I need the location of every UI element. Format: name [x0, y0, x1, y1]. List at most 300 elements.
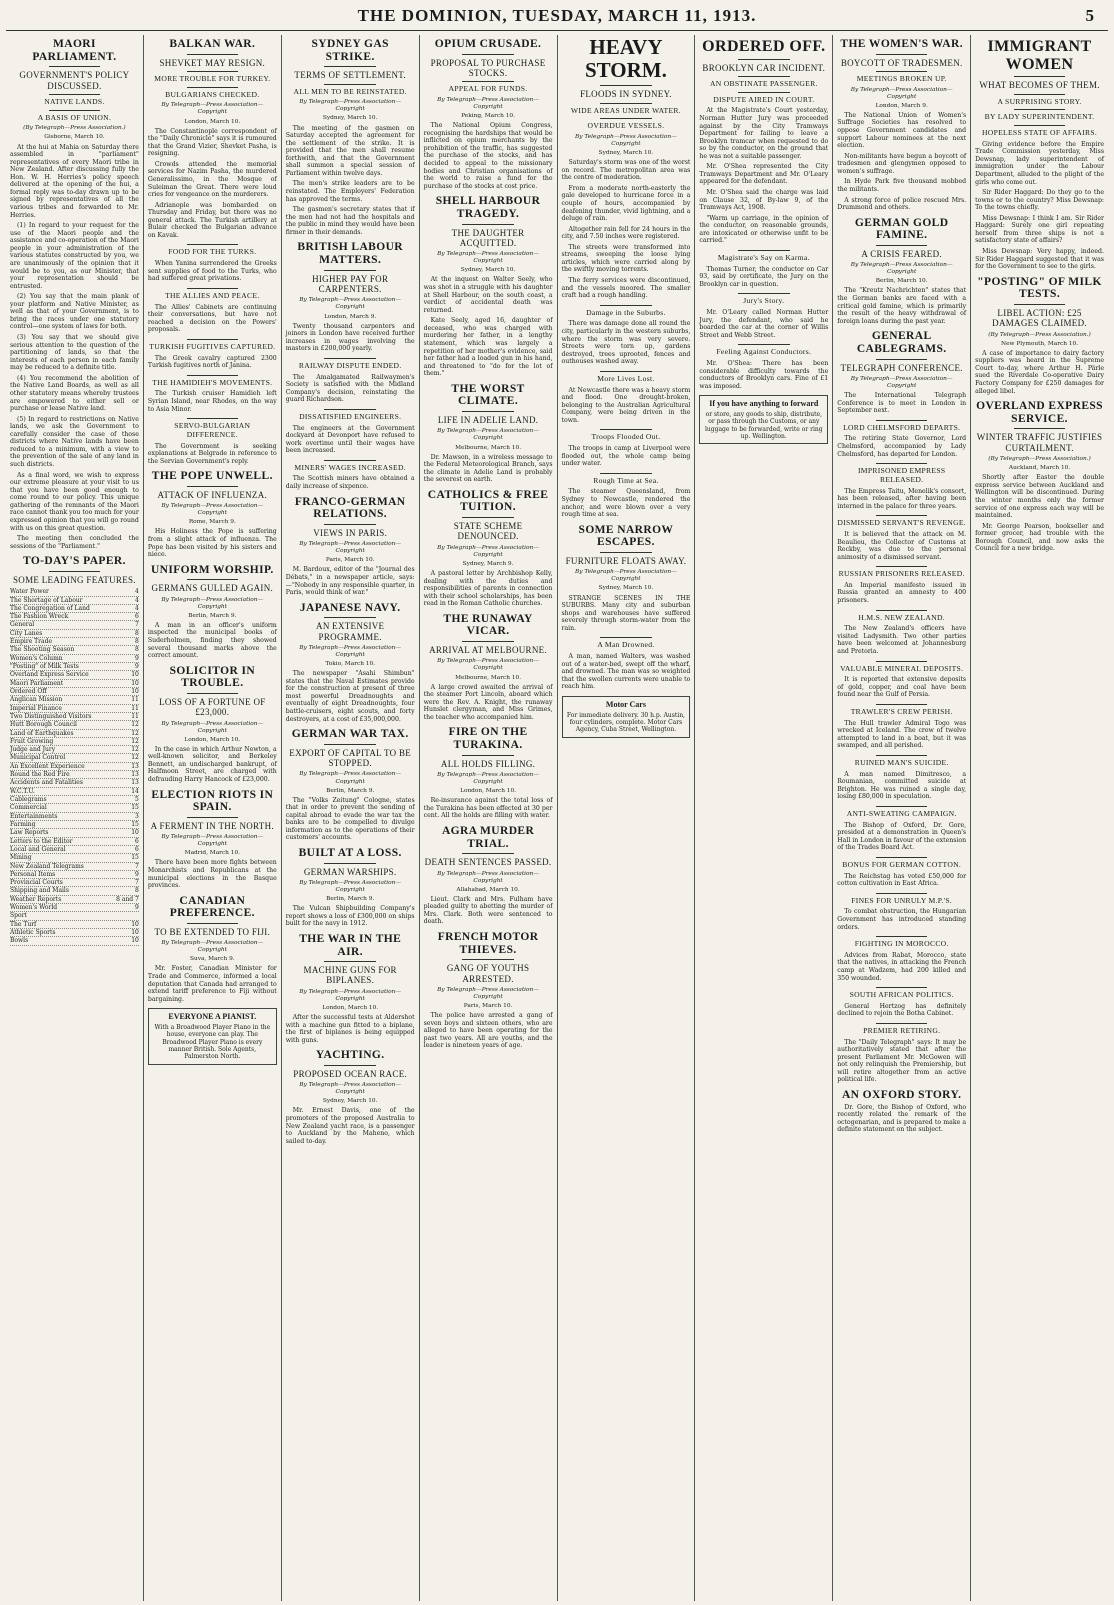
article-headline: AN OXFORD STORY. [841, 1089, 962, 1102]
article [286, 1049, 415, 1145]
contents-entry [10, 730, 139, 738]
article-body [424, 797, 553, 820]
contents-label: Two Distinguished Visitors [10, 712, 92, 720]
article-headline: CANADIAN PREFERENCE. [169, 894, 255, 920]
article-paragraph: At Newcastle there was a heavy storm and flood. One drought-broken, belonging to the Australian Agricultural Company, were being driven in the town. [561, 386, 691, 424]
article [148, 789, 277, 890]
headline-divider [324, 744, 376, 745]
article-dateline: London, March 10. [322, 1004, 379, 1011]
article-body [148, 355, 277, 370]
headline-divider [876, 806, 928, 807]
headline-divider [876, 71, 928, 72]
article [562, 305, 691, 366]
article-body [148, 746, 277, 784]
article [286, 847, 415, 928]
article-subheading: MORE TROUBLE FOR TURKEY. [154, 73, 271, 83]
article-headline: ORDERED OFF. [702, 38, 826, 55]
article-subheading: GANG OF YOUTHS ARRESTED. [446, 963, 530, 984]
article-paragraph: STRANGE SCENES IN THE SUBURBS. Many city and suburban shops and warehouses have suffered severely through storm-water from the rain. [561, 594, 691, 632]
article-byline: By Telegraph—Press Association—Copyright [161, 503, 264, 517]
article-body [286, 797, 415, 842]
headline-divider [600, 85, 652, 86]
article-paragraph: Mr. O'Shea represented the City Tramways Department and Mr. O'Leary appeared for the defendant. [699, 163, 829, 186]
article-headline: JAPANESE NAVY. [299, 601, 401, 614]
article-byline: By Telegraph—Press Association—Copyright [437, 428, 540, 442]
article [286, 933, 415, 1044]
contents-label: Ordered Off [10, 687, 47, 695]
column-1 [6, 35, 144, 1601]
article-paragraph: Shortly after Easter the double express service between Auckland and Wellington will be discontinued. During the winter months only the former service of one express each way will be maintained. [975, 474, 1104, 520]
article-paragraph: The retiring State Governor, Lord Chelmsford, accompanied by Lady Chelmsford, has departed for London. [837, 435, 967, 458]
contents-page: 15 [131, 804, 139, 812]
article [837, 463, 966, 510]
article-body [148, 622, 277, 660]
article-headline: AGRA MURDER TRIAL. [441, 824, 535, 850]
article-body [837, 822, 966, 852]
article-subheading: PROPOSAL TO PURCHASE STOCKS. [430, 57, 546, 78]
article [148, 38, 277, 239]
headline-divider [738, 293, 790, 294]
article-paragraph: Non-militants have begun a boycott of tradesmen and glengymen opposed to women's suffrage. [837, 152, 967, 175]
article-body [286, 905, 415, 928]
article-paragraph: The Government is seeking explanations at Belgrade in reference to the Servian Government's reply. [147, 442, 277, 465]
article-subheading: BY LADY SUPERINTENDENT. [984, 112, 1095, 122]
headline-divider [187, 54, 239, 55]
contents-label: An Excellent Experience [10, 762, 85, 770]
article-paragraph: The ferry services were discontinued, and the vessels moored. The smaller craft had a rough handling. [561, 277, 691, 300]
headline-divider [1014, 76, 1066, 77]
article-body [837, 771, 966, 801]
contents-page: 15 [131, 854, 139, 862]
headline-divider [187, 339, 239, 340]
page-number: 5 [1085, 6, 1094, 25]
contents-page: 8 [135, 629, 139, 637]
contents-entry [10, 705, 139, 713]
contents-page: 5 [135, 796, 139, 804]
contents-label: Sport [10, 912, 27, 920]
headline-divider [876, 755, 928, 756]
article-dateline: Melbourne, March 10. [455, 674, 522, 681]
article-byline: By Telegraph—Press Association—Copyright [437, 251, 540, 265]
contents-page: 10 [131, 929, 139, 937]
article-headline: OPIUM CRUSADE. [434, 38, 542, 50]
article-byline: By Telegraph—Press Association—Copyright [437, 97, 540, 111]
advertisement [148, 1008, 277, 1064]
headline-divider [49, 94, 101, 95]
article-byline: By Telegraph—Press Association—Copyright [299, 1082, 402, 1096]
article-dateline: Berlin, March 9. [188, 612, 237, 619]
contents-entry [10, 763, 139, 771]
contents-label: Athletic Sports [10, 929, 56, 937]
article [699, 250, 828, 288]
article [837, 217, 966, 326]
article [286, 460, 415, 491]
article-dateline: Allahabad, March 10. [456, 886, 520, 893]
article-body [286, 1107, 415, 1145]
contents-page: 9 [135, 654, 139, 662]
headline-divider [324, 66, 376, 67]
article-body [562, 595, 691, 633]
article-dateline: Tokio, March 10. [325, 661, 376, 668]
article-paragraph: It is believed that the attack on M. Beaulieu, the Collector of Customs at Reckby, was due to the personal animosity of a dismissed servant. [837, 530, 967, 561]
article-paragraph: The Turkish cruiser Hamidieh left Syrian Island, near Rhodes, on the way to Asia Minor. [147, 390, 277, 413]
article-subheading: ALL MEN TO BE REINSTATED. [293, 86, 407, 96]
article-body [286, 1014, 415, 1044]
column-5 [558, 35, 696, 1601]
article-paragraph: Lieut. Clark and Mrs. Fulham have pleaded guilty to abetting the murder of Mrs. Clark. Both were sentenced to death. [423, 895, 553, 926]
article-paragraph: (3) You say that we should give serious attention to the question of the partitioning of lands, so that the interests of each person in each family may be reduced to a definite title. [10, 334, 139, 372]
headline-divider [876, 893, 928, 894]
headline-divider [1014, 94, 1066, 95]
article [562, 36, 691, 300]
article-subheading: BULGARIANS CHECKED. [165, 89, 260, 99]
article-headline: THE WAR IN THE AIR. [299, 932, 402, 958]
contents-entry [10, 788, 139, 796]
article-paragraph: Thomas Turner, the conductor on Car 93, said by certificate, the Jury on the Brooklyn car in question. [699, 265, 829, 288]
contents-label: Law Reports [10, 829, 49, 837]
article-dateline: Sydney, March 10. [460, 267, 516, 274]
contents-page: 6 [135, 613, 139, 621]
article [837, 704, 966, 750]
article-subheading: Feeling Against Conductors. [716, 347, 812, 357]
article-body [286, 323, 415, 353]
article [424, 38, 553, 190]
article-subheading: A FERMENT IN THE NORTH. [150, 820, 274, 831]
article [975, 38, 1104, 271]
contents-entry [10, 638, 139, 646]
article [424, 489, 553, 608]
article-body [148, 528, 277, 558]
contents-label: Bowls [10, 937, 29, 945]
article-headline: THE RUNAWAY VICAR. [443, 612, 533, 638]
article-byline: By Telegraph—Press Association—Copyright [437, 658, 540, 672]
article-body [837, 531, 966, 561]
article-dateline: London, March 9. [875, 102, 928, 109]
article-subheading: ARRIVAL AT MELBOURNE. [429, 645, 548, 656]
article-paragraph: Altogether rain fell for 24 hours in the city, and 7.50 inches were registered. [561, 225, 691, 241]
article-body [699, 360, 828, 390]
contents-label: Farming [10, 820, 36, 828]
article-body [562, 387, 691, 425]
contents-label: Water Power [10, 588, 49, 596]
article-byline: By Telegraph—Press Association—Copyright [850, 262, 953, 276]
contents-entry [10, 746, 139, 754]
article-subheading: Rough Time at Sea. [593, 475, 659, 485]
article [286, 496, 415, 597]
article [837, 330, 966, 414]
article-paragraph: As a final word, we wish to express our extreme pleasure at your visit to us that you have been good enough to come round to our policy. This unique gathering of the remnants of the Maori race cannot thank you too much for your expressed opinion that you will go round with us on this great question. [10, 471, 139, 532]
contents-page: 9 [135, 870, 139, 878]
headline-divider [49, 66, 101, 67]
article [837, 1089, 966, 1134]
headline-divider [876, 54, 928, 55]
article-dateline: Madrid, March 10. [184, 850, 240, 857]
article-byline: (By Telegraph—Press Association.) [988, 331, 1091, 338]
article [699, 344, 828, 390]
article-body [286, 425, 415, 455]
headline-divider [187, 375, 239, 376]
article [424, 383, 553, 484]
headline-divider [324, 863, 376, 864]
article-body [837, 488, 966, 511]
headline-divider [324, 617, 376, 618]
article-byline: By Telegraph—Press Association—Copyright [574, 569, 677, 583]
article-paragraph: The Reichstag has voted £50,000 for cotton cultivation in East Africa. [837, 872, 967, 888]
contents-entry [10, 912, 139, 920]
article-dateline: Sydney, March 10. [598, 585, 654, 592]
article-byline: (By Telegraph—Press Association.) [23, 125, 126, 132]
contents-label: Land of Earthquakes [10, 729, 74, 737]
article-paragraph: The meeting then concluded the sessions of the "Parliament." [10, 535, 139, 550]
article-headline: BUILT AT A LOSS. [298, 847, 402, 859]
contents-page: 13 [131, 762, 139, 770]
contents-entry [10, 696, 139, 704]
article-body [699, 107, 828, 245]
article-paragraph: The Allies' Cabinets are continuing their conversations, but have not reached a decision on the Powers' proposals. [147, 303, 277, 334]
article [837, 755, 966, 801]
headline-divider [324, 1065, 376, 1066]
contents-page: 8 [135, 638, 139, 646]
article-dateline: London, March 10. [460, 788, 517, 795]
contents-label: Commercial [10, 804, 47, 812]
contents-entry [10, 896, 139, 904]
article-subheading: WINTER TRAFFIC JUSTIFIES CURTAILMENT. [976, 432, 1103, 453]
article-subheading: WHAT BECOMES OF THEM. [979, 80, 1100, 91]
contents-label: Overland Express Service [10, 671, 89, 679]
headline-divider [187, 693, 239, 694]
article-subheading: AN EXTENSIVE PROGRAMME. [316, 621, 385, 642]
article [837, 936, 966, 982]
article-paragraph: Adrianople was bombarded on Thursday and Friday, but there was no general attack. The Turkish artillery at Bulair checked the Bulgarian advance on Kavak. [147, 201, 277, 239]
contents-page: 3 [135, 812, 139, 820]
article [699, 38, 828, 245]
article-paragraph: M. Bardoux, editor of the "Journal des Débats," in a newspaper article, says:—"Nobody in any responsible quarter, in Paris, would think of war." [285, 566, 415, 597]
headline-divider [462, 81, 514, 82]
article-paragraph: At the Magistrate's Court yesterday, Norman Hutter Jury was proceeded against by the City Tramways Department for failing to leave a Brooklyn tramcar when requested to do so by the conductor, on the ground that he was not a suitable passenger. [699, 107, 829, 160]
contents-page: 6 [135, 845, 139, 853]
contents-entry [10, 904, 139, 912]
article [699, 293, 828, 339]
article-paragraph: The Bishop of Oxford, Dr. Gore, presided at a demonstration in Queen's Hall in London in favour of the extension of the Trades Board Act. [837, 821, 967, 852]
contents-page: 6 [135, 837, 139, 845]
article-byline: By Telegraph—Press Association—Copyright [299, 297, 402, 311]
article-body [837, 625, 966, 655]
article-body [837, 1003, 966, 1018]
headline-divider [187, 71, 239, 72]
contents-page: 12 [131, 737, 139, 745]
article-subheading: GERMAN WARSHIPS. [303, 866, 397, 877]
article-dateline: New Plymouth, March 10. [1001, 340, 1079, 347]
contents-label: The Turf [10, 920, 37, 928]
article-headline: GERMAN WAR TAX. [291, 728, 409, 741]
article-subheading: FIGHTING IN MOROCCO. [854, 939, 949, 949]
article-body [286, 566, 415, 596]
article-subheading: RAILWAY DISPUTE ENDED. [298, 360, 402, 370]
article [562, 371, 691, 425]
article-paragraph: A man in an officer's uniform inspected the municipal books of Suderholmen, finding they showed several thousand marks above the correct amount. [147, 621, 277, 660]
contents-entry [10, 671, 139, 679]
article-headline: GERMAN GOLD FAMINE. [854, 216, 949, 242]
article-body [699, 266, 828, 289]
headline-divider [738, 59, 790, 60]
article-paragraph: A pastoral letter by Archbishop Kelly, dealing with the duties and responsibilities of parents in connection with their school scholarships, has been read in the Roman Catholic churches. [423, 569, 553, 608]
contents-entry [10, 646, 139, 654]
article-headline: TO-DAY'S PAPER. [22, 555, 126, 568]
article-paragraph: The Amalgamated Railwaymen's Society is satisfied with the Midland Company's decision, reinstating the guard Richardson. [285, 373, 415, 404]
article-body [424, 454, 553, 484]
contents-label: Cablegrams [10, 796, 47, 804]
contents-page: 10 [131, 937, 139, 945]
columns-container [6, 35, 1108, 1601]
contents-page: 12 [131, 721, 139, 729]
article [837, 420, 966, 458]
article [837, 806, 966, 852]
headline-divider [876, 610, 928, 611]
article-paragraph: "Warm up carriage, in the opinion of the conductor, on reasonable grounds, are intoxicated or otherwise unfit to be carried." [699, 214, 829, 245]
article-body [148, 128, 277, 240]
article [699, 395, 828, 444]
article [424, 726, 553, 820]
article-paragraph: (4) You recommend the abolition of the Native Land Boards, as well as all other statutory means whereby trustees are empowered to either sell or purchase or lease Native land. [10, 374, 139, 413]
contents-label: "Posting" of Milk Tests [10, 663, 79, 671]
article-subheading: HIGHER PAY FOR CARPENTERS. [312, 273, 389, 295]
article-paragraph: The National Union of Women's Suffrage Societies has resolved to oppose Government candidates and support Labour nominees at the next election. [837, 111, 967, 150]
article [148, 1008, 277, 1064]
headline-divider [876, 420, 928, 421]
article-dateline: Sydney, March 10. [322, 1098, 378, 1105]
article-paragraph: Mr. Ernest Davis, one of the promoters of the proposed Australia to New Zealand yacht race, is a passenger to Auckland by the Maheno, which sailed to-day. [285, 1107, 415, 1145]
contents-page: 8 [135, 887, 139, 895]
article [837, 857, 966, 888]
article-paragraph: It is reported that extensive deposits of gold, copper, and coal have been found near the Gulf of Persia. [837, 676, 967, 699]
headline-divider [462, 224, 514, 225]
article-headline: "POSTING" OF MILK TESTS. [977, 275, 1102, 301]
article [148, 564, 277, 660]
contents-entry [10, 838, 139, 846]
article-paragraph: A case of importance to dairy factory suppliers was heard in the Supreme Court to-day, where Arthur H. Pärle sued the Riverdale Co-operative Dairy Factory Company for £250 damages for alleged libel. [975, 349, 1104, 395]
article-dateline: London, March 10. [184, 736, 241, 743]
contents-page: 7 [135, 862, 139, 870]
headline-divider [187, 817, 239, 818]
contents-entry [10, 813, 139, 821]
article-headline: BRITISH LABOUR MATTERS. [297, 241, 403, 267]
article-subheading: THE ALLIES AND PEACE. [165, 290, 260, 300]
article-headline: YACHTING. [315, 1049, 385, 1062]
article-paragraph: (5) In regard to restrictions on Native lands, we ask the Government to carefully consider the case of those districts where Native lands have been reduced to a minimum, with a view to the prevention of the sale of any land in such districts. [10, 415, 139, 469]
article-headline: FIRE ON THE TURAKINA. [448, 726, 528, 752]
article-subheading: OVERDUE VESSELS. [587, 121, 665, 131]
headline-divider [600, 305, 652, 306]
contents-label: Municipal Control [10, 754, 66, 762]
article-paragraph: Saturday's storm was one of the worst on record. The metropolitan area was the centre of moderation. [561, 159, 691, 182]
article-byline: By Telegraph—Press Association—Copyright [850, 86, 953, 100]
article [148, 895, 277, 1004]
column-2 [144, 35, 282, 1601]
column-4 [420, 35, 558, 1601]
article-byline: By Telegraph—Press Association—Copyright [161, 102, 264, 116]
contents-page: 8 [135, 646, 139, 654]
contents-entry [10, 688, 139, 696]
contents-entry [10, 754, 139, 762]
article-byline: By Telegraph—Press Association—Copyright [161, 596, 264, 610]
article-paragraph: The meeting of the gasmen on Saturday accepted the agreement for the settlement of the strike. It is provided that the men shall resume forthwith, and that the Government shall summon a special session of Parliament within twelve days. [285, 124, 415, 177]
article [562, 473, 691, 519]
contents-list [10, 588, 139, 945]
article-subheading: FINES FOR UNRULY M.P.'S. [851, 895, 953, 905]
headline-divider [187, 418, 239, 419]
article-paragraph: The Greek cavalry captured 2300 Turkish fugitives north of Janina. [147, 354, 277, 370]
article-subheading: RUSSIAN PRISONERS RELEASED. [838, 569, 965, 579]
article-body [975, 141, 1104, 271]
article-dateline: London, March 10. [184, 118, 241, 125]
article-body [424, 684, 553, 722]
contents-entry [10, 846, 139, 854]
article-body [975, 474, 1104, 553]
headline-divider [738, 76, 790, 77]
article-dateline: Berlin, March 9. [326, 787, 375, 794]
article-paragraph: Kate Seely, aged 16, daughter of deceased, who was charged with murdering her father, in a lengthy statement, which was largely a repetition of her mother's evidence, said her father had a loaded gun in his hand, and threatened to "do for the lot of them." [423, 317, 553, 378]
contents-entry [10, 663, 139, 671]
article-body [837, 720, 966, 750]
headline-divider [600, 637, 652, 638]
article-headline: UNIFORM WORSHIP. [150, 563, 274, 576]
article-byline: By Telegraph—Press Association—Copyright [161, 720, 264, 734]
article-byline: By Telegraph—Press Association—Copyright [574, 133, 677, 148]
article-subheading: SERVO-BULGARIAN DIFFERENCE. [174, 421, 251, 439]
headline-divider [324, 84, 376, 85]
article-body [286, 475, 415, 490]
article-subheading: HOPELESS STATE OF AFFAIRS. [982, 127, 1098, 137]
contents-label: Judge and Jury [10, 746, 56, 754]
contents-page: 13 [131, 771, 139, 779]
article-body [975, 350, 1104, 395]
headline-divider [876, 566, 928, 567]
contents-page: 15 [131, 820, 139, 828]
contents-page: 11 [131, 696, 139, 704]
article-body [837, 1039, 966, 1084]
article-subheading: TERMS OF SETTLEMENT. [294, 70, 406, 81]
article-subheading: BOYCOTT OF TRADESMEN. [840, 57, 963, 68]
headline-divider [462, 959, 514, 960]
advertisement-heading: EVERYONE A PIANIST. [168, 1012, 257, 1022]
article [286, 409, 415, 455]
contents-label: W.C.T.U. [10, 787, 35, 795]
headline-divider [738, 92, 790, 93]
column-7 [833, 35, 971, 1601]
headline-divider [876, 463, 928, 464]
article-paragraph: In the case in which Arthur Newton, a well-known solicitor, and Berkeley Bennett, an undischarged bankrupt, of Halfmoon Street, are charged with defrauding Harry Hancock of £23,000. [147, 745, 277, 784]
article-paragraph: Miss Dewsnap: I think I am. Sir Rider Haggard: Surely one girl repeating herself from three ships is not a satisfactory state of affairs? [975, 214, 1104, 245]
article-body [148, 390, 277, 413]
contents-label: New Zealand Telegrams [10, 862, 84, 870]
headline-divider [462, 853, 514, 854]
article-paragraph: A strong force of police rescued Mrs. Drummond and others. [837, 196, 967, 212]
contents-entry [10, 921, 139, 929]
contents-label: Imperial Finance [10, 704, 62, 712]
article-body [699, 309, 828, 339]
article-headline: THE POPE UNWELL. [151, 470, 273, 483]
article-byline: (By Telegraph—Press Association.) [988, 456, 1091, 463]
contents-entry [10, 771, 139, 779]
article-paragraph: (2) You say that the main plank of your platform and Native Minister, as well as that of your Government, is to bring the races under one statutory control—one system of laws for both. [10, 293, 139, 331]
article-headline: SOME NARROW ESCAPES. [578, 523, 674, 549]
article-paragraph: Advices from Rabat, Morocco, state that the natives, in attacking the French camp at Wadzem, had 200 killed and 350 wounded. [837, 951, 967, 982]
contents-entry [10, 796, 139, 804]
article-dateline: Sydney, March 9. [462, 560, 514, 567]
headline-divider [876, 936, 928, 937]
article-paragraph: The Vulcan Shipbuilding Company's report shows a loss of £300,000 on ships built for the navy in 1912. [285, 905, 415, 928]
contents-page: 9 [135, 663, 139, 671]
